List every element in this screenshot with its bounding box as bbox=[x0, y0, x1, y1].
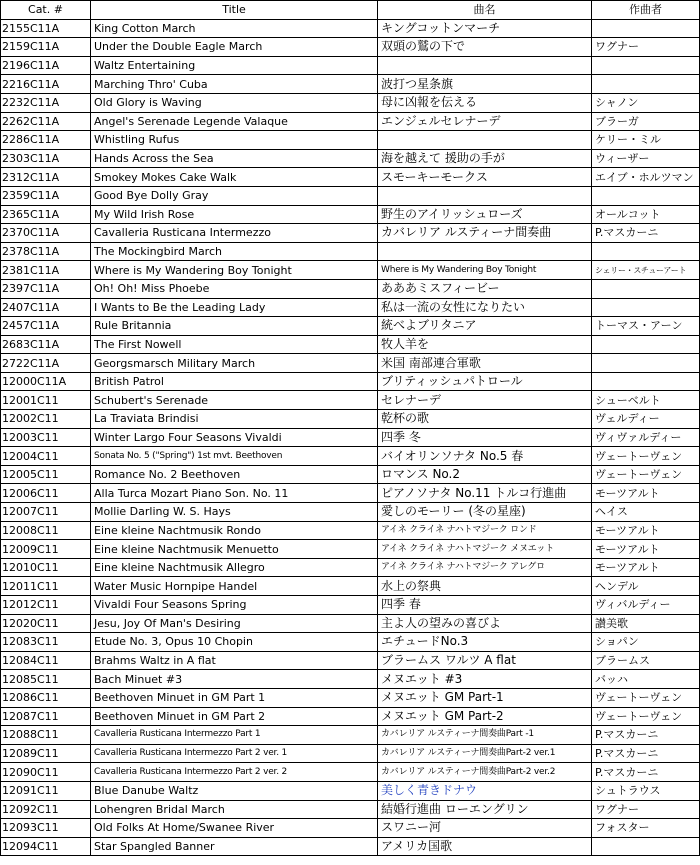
header-composer: 作曲者 bbox=[592, 1, 700, 20]
composer-cell bbox=[592, 75, 700, 94]
cat-cell: 2365C11A bbox=[1, 205, 91, 224]
cat-cell: 12084C11 bbox=[1, 651, 91, 670]
cat-cell: 12010C11 bbox=[1, 558, 91, 577]
jp-title-cell: カバレリア ルスティーナ間奏曲Part-2 ver.2 bbox=[378, 763, 592, 782]
table-row bbox=[1, 428, 700, 447]
jp-title-cell: 乾杯の歌 bbox=[378, 410, 592, 429]
composer-cell: シュトラウス bbox=[592, 781, 700, 800]
table-row bbox=[1, 577, 700, 596]
jp-title-cell: 母に凶報を伝える bbox=[378, 93, 592, 112]
cat-cell: 12006C11 bbox=[1, 484, 91, 503]
cat-cell: 2303C11A bbox=[1, 149, 91, 168]
composer-cell bbox=[592, 242, 700, 261]
composer-cell: モーツアルト bbox=[592, 540, 700, 559]
title-cell: The First Nowell bbox=[91, 335, 378, 354]
composer-cell: ヴェートーヴェン bbox=[592, 447, 700, 466]
title-cell: Lohengren Bridal March bbox=[91, 800, 378, 819]
jp-title-cell: 四季 春 bbox=[378, 596, 592, 615]
title-cell: Cavalleria Rusticana Intermezzo Part 2 ver. 2 bbox=[91, 763, 378, 782]
title-cell: Alla Turca Mozart Piano Son. No. 11 bbox=[91, 484, 378, 503]
title-cell: Georgsmarsch Military March bbox=[91, 354, 378, 373]
table-row bbox=[1, 205, 700, 224]
jp-title-cell: カバレリア ルスティーナ間奏曲 bbox=[378, 224, 592, 243]
jp-title-cell: エンジェルセレナーデ bbox=[378, 112, 592, 131]
cat-cell: 12092C11 bbox=[1, 800, 91, 819]
title-cell: Waltz Entertaining bbox=[91, 56, 378, 75]
jp-title-cell: 統べよブリタニア bbox=[378, 317, 592, 336]
composer-cell: ヴェートーヴェン bbox=[592, 465, 700, 484]
title-cell: King Cotton March bbox=[91, 19, 378, 38]
jp-title-cell: メヌエット GM Part-1 bbox=[378, 688, 592, 707]
composer-cell: ブラームス bbox=[592, 651, 700, 670]
table-row bbox=[1, 447, 700, 466]
jp-title-cell bbox=[378, 242, 592, 261]
jp-title-cell: ブラームス ワルツ A flat bbox=[378, 651, 592, 670]
title-cell: Old Folks At Home/Swanee River bbox=[91, 819, 378, 838]
title-cell: My Wild Irish Rose bbox=[91, 205, 378, 224]
table-row bbox=[1, 540, 700, 559]
jp-title-cell: カバレリア ルスティーナ間奏曲Part-2 ver.1 bbox=[378, 744, 592, 763]
title-cell: Cavalleria Rusticana Intermezzo Part 2 ver. 1 bbox=[91, 744, 378, 763]
cat-cell: 2397C11A bbox=[1, 279, 91, 298]
cat-cell: 2381C11A bbox=[1, 261, 91, 280]
title-cell: Star Spangled Banner bbox=[91, 837, 378, 856]
table-row bbox=[1, 112, 700, 131]
table-row bbox=[1, 56, 700, 75]
title-cell: I Wants to Be the Leading Lady bbox=[91, 298, 378, 317]
jp-title-cell: 米国 南部連合軍歌 bbox=[378, 354, 592, 373]
cat-cell: 12004C11 bbox=[1, 447, 91, 466]
table-row bbox=[1, 800, 700, 819]
jp-title-cell: キングコットンマーチ bbox=[378, 19, 592, 38]
jp-title-cell: ブリティッシュパトロール bbox=[378, 372, 592, 391]
jp-title-cell: 結婚行進曲 ローエングリン bbox=[378, 800, 592, 819]
cat-cell: 12093C11 bbox=[1, 819, 91, 838]
composer-cell: ケリー・ミル bbox=[592, 131, 700, 150]
composer-cell bbox=[592, 335, 700, 354]
table-row bbox=[1, 763, 700, 782]
composer-cell: ワグナー bbox=[592, 800, 700, 819]
table-row bbox=[1, 279, 700, 298]
title-cell: Sonata No. 5 ("Spring") 1st mvt. Beethoven bbox=[91, 447, 378, 466]
table-row bbox=[1, 707, 700, 726]
table-row bbox=[1, 633, 700, 652]
table-row bbox=[1, 298, 700, 317]
jp-title-cell: 四季 冬 bbox=[378, 428, 592, 447]
cat-cell: 2722C11A bbox=[1, 354, 91, 373]
composer-cell: ヴェルディー bbox=[592, 410, 700, 429]
composer-cell: ブラーガ bbox=[592, 112, 700, 131]
composer-cell: モーツアルト bbox=[592, 558, 700, 577]
cat-cell: 12005C11 bbox=[1, 465, 91, 484]
cat-cell: 2155C11A bbox=[1, 19, 91, 38]
jp-title-cell bbox=[378, 131, 592, 150]
composer-cell: モーツアルト bbox=[592, 521, 700, 540]
title-cell: Good Bye Dolly Gray bbox=[91, 186, 378, 205]
cat-cell: 12094C11 bbox=[1, 837, 91, 856]
title-cell: Bach Minuet #3 bbox=[91, 670, 378, 689]
title-cell: Water Music Hornpipe Handel bbox=[91, 577, 378, 596]
table-row bbox=[1, 335, 700, 354]
composer-cell: ヴェートーヴェン bbox=[592, 688, 700, 707]
table-row bbox=[1, 819, 700, 838]
table-row bbox=[1, 503, 700, 522]
composer-cell: シャノン bbox=[592, 93, 700, 112]
table-row bbox=[1, 19, 700, 38]
cat-cell: 12088C11 bbox=[1, 726, 91, 745]
cat-cell: 2359C11A bbox=[1, 186, 91, 205]
title-cell: Whistling Rufus bbox=[91, 131, 378, 150]
cat-cell: 12083C11 bbox=[1, 633, 91, 652]
composer-cell: ヘイス bbox=[592, 503, 700, 522]
table-row bbox=[1, 521, 700, 540]
title-cell: Romance No. 2 Beethoven bbox=[91, 465, 378, 484]
title-cell: Jesu, Joy Of Man's Desiring bbox=[91, 614, 378, 633]
jp-title-cell: カバレリア ルスティーナ間奏曲Part -1 bbox=[378, 726, 592, 745]
composer-cell: バッハ bbox=[592, 670, 700, 689]
composer-cell: ヘンデル bbox=[592, 577, 700, 596]
title-cell: Schubert's Serenade bbox=[91, 391, 378, 410]
table-row bbox=[1, 168, 700, 187]
table-row bbox=[1, 93, 700, 112]
jp-title-cell: セレナーデ bbox=[378, 391, 592, 410]
table-row bbox=[1, 224, 700, 243]
jp-title-cell: スモーキーモークス bbox=[378, 168, 592, 187]
cat-cell: 2378C11A bbox=[1, 242, 91, 261]
cat-cell: 2232C11A bbox=[1, 93, 91, 112]
jp-title-cell: 牧人羊を bbox=[378, 335, 592, 354]
cat-cell: 2457C11A bbox=[1, 317, 91, 336]
table-row bbox=[1, 596, 700, 615]
jp-title-cell: ピアノソナタ No.11 トルコ行進曲 bbox=[378, 484, 592, 503]
cat-cell: 12008C11 bbox=[1, 521, 91, 540]
cat-cell: 2262C11A bbox=[1, 112, 91, 131]
header-title: Title bbox=[91, 1, 378, 20]
composer-cell: P.マスカーニ bbox=[592, 726, 700, 745]
table-row bbox=[1, 149, 700, 168]
jp-title-cell: アイネ クライネ ナハトマジーク ロンド bbox=[378, 521, 592, 540]
cat-cell: 2286C11A bbox=[1, 131, 91, 150]
composer-cell: ワグナー bbox=[592, 38, 700, 57]
cat-cell: 12085C11 bbox=[1, 670, 91, 689]
table-row bbox=[1, 781, 700, 800]
cat-cell: 12089C11 bbox=[1, 744, 91, 763]
composer-cell bbox=[592, 354, 700, 373]
table-row bbox=[1, 242, 700, 261]
composer-cell bbox=[592, 19, 700, 38]
title-cell: Under the Double Eagle March bbox=[91, 38, 378, 57]
title-cell: Eine kleine Nachtmusik Menuetto bbox=[91, 540, 378, 559]
cat-cell: 12087C11 bbox=[1, 707, 91, 726]
table-row bbox=[1, 186, 700, 205]
jp-title-cell: 私は一流の女性になりたい bbox=[378, 298, 592, 317]
composer-cell: ヴェートーヴェン bbox=[592, 707, 700, 726]
cat-cell: 2407C11A bbox=[1, 298, 91, 317]
jp-title-cell: 愛しのモーリー (冬の星座) bbox=[378, 503, 592, 522]
cat-cell: 12012C11 bbox=[1, 596, 91, 615]
table-row bbox=[1, 131, 700, 150]
table-row bbox=[1, 484, 700, 503]
title-cell: Beethoven Minuet in GM Part 1 bbox=[91, 688, 378, 707]
composer-cell: モーツアルト bbox=[592, 484, 700, 503]
cat-cell: 2216C11A bbox=[1, 75, 91, 94]
composer-cell bbox=[592, 837, 700, 856]
table-row bbox=[1, 837, 700, 856]
table-row bbox=[1, 391, 700, 410]
composer-cell: P.マスカーニ bbox=[592, 763, 700, 782]
cat-cell: 12002C11 bbox=[1, 410, 91, 429]
composer-cell: P.マスカーニ bbox=[592, 744, 700, 763]
jp-title-cell: 野生のアイリッシュローズ bbox=[378, 205, 592, 224]
cat-cell: 2683C11A bbox=[1, 335, 91, 354]
composer-cell: エイブ・ホルツマン bbox=[592, 168, 700, 187]
table-row bbox=[1, 465, 700, 484]
table-row bbox=[1, 614, 700, 633]
jp-title-cell: 水上の祭典 bbox=[378, 577, 592, 596]
cat-cell: 2312C11A bbox=[1, 168, 91, 187]
title-cell: Brahms Waltz in A flat bbox=[91, 651, 378, 670]
cat-cell: 12003C11 bbox=[1, 428, 91, 447]
title-cell: Eine kleine Nachtmusik Rondo bbox=[91, 521, 378, 540]
title-cell: Beethoven Minuet in GM Part 2 bbox=[91, 707, 378, 726]
jp-title-cell: スワニー河 bbox=[378, 819, 592, 838]
title-cell: La Traviata Brindisi bbox=[91, 410, 378, 429]
cat-cell: 12086C11 bbox=[1, 688, 91, 707]
cat-cell: 2370C11A bbox=[1, 224, 91, 243]
composer-cell bbox=[592, 279, 700, 298]
title-cell: Winter Largo Four Seasons Vivaldi bbox=[91, 428, 378, 447]
cat-cell: 12090C11 bbox=[1, 763, 91, 782]
cat-cell: 12009C11 bbox=[1, 540, 91, 559]
jp-title-cell: ロマンス No.2 bbox=[378, 465, 592, 484]
composer-cell: 讃美歌 bbox=[592, 614, 700, 633]
cat-cell: 12091C11 bbox=[1, 781, 91, 800]
header-jp-title: 曲名 bbox=[378, 1, 592, 20]
header-row bbox=[1, 1, 700, 20]
table-row bbox=[1, 558, 700, 577]
jp-title-cell bbox=[378, 186, 592, 205]
composer-cell: ウィーザー bbox=[592, 149, 700, 168]
title-cell: Old Glory is Waving bbox=[91, 93, 378, 112]
title-cell: Eine kleine Nachtmusik Allegro bbox=[91, 558, 378, 577]
table-row bbox=[1, 75, 700, 94]
jp-title-cell: バイオリンソナタ No.5 春 bbox=[378, 447, 592, 466]
jp-title-cell: エチュードNo.3 bbox=[378, 633, 592, 652]
title-cell: British Patrol bbox=[91, 372, 378, 391]
jp-title-cell: アイネ クライネ ナハトマジーク アレグロ bbox=[378, 558, 592, 577]
title-cell: Vivaldi Four Seasons Spring bbox=[91, 596, 378, 615]
table-row bbox=[1, 261, 700, 280]
jp-title-cell bbox=[378, 56, 592, 75]
table-row bbox=[1, 354, 700, 373]
cat-cell: 12020C11 bbox=[1, 614, 91, 633]
cat-cell: 12011C11 bbox=[1, 577, 91, 596]
composer-cell: シューベルト bbox=[592, 391, 700, 410]
title-cell: Where is My Wandering Boy Tonight bbox=[91, 261, 378, 280]
composer-cell bbox=[592, 298, 700, 317]
cat-cell: 2159C11A bbox=[1, 38, 91, 57]
composer-cell: P.マスカーニ bbox=[592, 224, 700, 243]
table-row bbox=[1, 38, 700, 57]
title-cell: Rule Britannia bbox=[91, 317, 378, 336]
cat-cell: 12007C11 bbox=[1, 503, 91, 522]
title-cell: Marching Thro' Cuba bbox=[91, 75, 378, 94]
title-cell: Hands Across the Sea bbox=[91, 149, 378, 168]
table-row bbox=[1, 688, 700, 707]
header-cat: Cat. # bbox=[1, 1, 91, 20]
composer-cell: ヴィヴァルディー bbox=[592, 428, 700, 447]
jp-title-cell: Where is My Wandering Boy Tonight bbox=[378, 261, 592, 280]
title-cell: Mollie Darling W. S. Hays bbox=[91, 503, 378, 522]
cat-cell: 12001C11 bbox=[1, 391, 91, 410]
jp-title-cell: あああミスフィービー bbox=[378, 279, 592, 298]
jp-title-cell: メヌエット #3 bbox=[378, 670, 592, 689]
composer-cell: オールコット bbox=[592, 205, 700, 224]
composer-cell: シェリー・スチューアート bbox=[592, 261, 700, 280]
cat-cell: 12000C11A bbox=[1, 372, 91, 391]
jp-title-cell: アメリカ国歌 bbox=[378, 837, 592, 856]
jp-title-cell: 海を越えて 援助の手が bbox=[378, 149, 592, 168]
composer-cell bbox=[592, 56, 700, 75]
composer-cell: フォスター bbox=[592, 819, 700, 838]
table-row bbox=[1, 670, 700, 689]
title-cell: Oh! Oh! Miss Phoebe bbox=[91, 279, 378, 298]
jp-title-cell: 美しく青きドナウ bbox=[378, 781, 592, 800]
composer-cell: トーマス・アーン bbox=[592, 317, 700, 336]
title-cell: Etude No. 3, Opus 10 Chopin bbox=[91, 633, 378, 652]
title-cell: Smokey Mokes Cake Walk bbox=[91, 168, 378, 187]
title-cell: The Mockingbird March bbox=[91, 242, 378, 261]
table-row bbox=[1, 317, 700, 336]
composer-cell: ヴィバルディー bbox=[592, 596, 700, 615]
title-cell: Cavalleria Rusticana Intermezzo Part 1 bbox=[91, 726, 378, 745]
jp-title-cell: メヌエット GM Part-2 bbox=[378, 707, 592, 726]
jp-title-cell: 波打つ星条旗 bbox=[378, 75, 592, 94]
composer-cell bbox=[592, 372, 700, 391]
title-cell: Angel's Serenade Legende Valaque bbox=[91, 112, 378, 131]
composer-cell: ショパン bbox=[592, 633, 700, 652]
composer-cell bbox=[592, 186, 700, 205]
jp-title-cell: 主よ人の望みの喜びよ bbox=[378, 614, 592, 633]
jp-title-cell: アイネ クライネ ナハトマジーク メヌエット bbox=[378, 540, 592, 559]
title-cell: Cavalleria Rusticana Intermezzo bbox=[91, 224, 378, 243]
table-row bbox=[1, 726, 700, 745]
table-row bbox=[1, 410, 700, 429]
table-row bbox=[1, 744, 700, 763]
table-row bbox=[1, 651, 700, 670]
title-cell: Blue Danube Waltz bbox=[91, 781, 378, 800]
table-row bbox=[1, 372, 700, 391]
cat-cell: 2196C11A bbox=[1, 56, 91, 75]
jp-title-cell: 双頭の鷲の下で bbox=[378, 38, 592, 57]
